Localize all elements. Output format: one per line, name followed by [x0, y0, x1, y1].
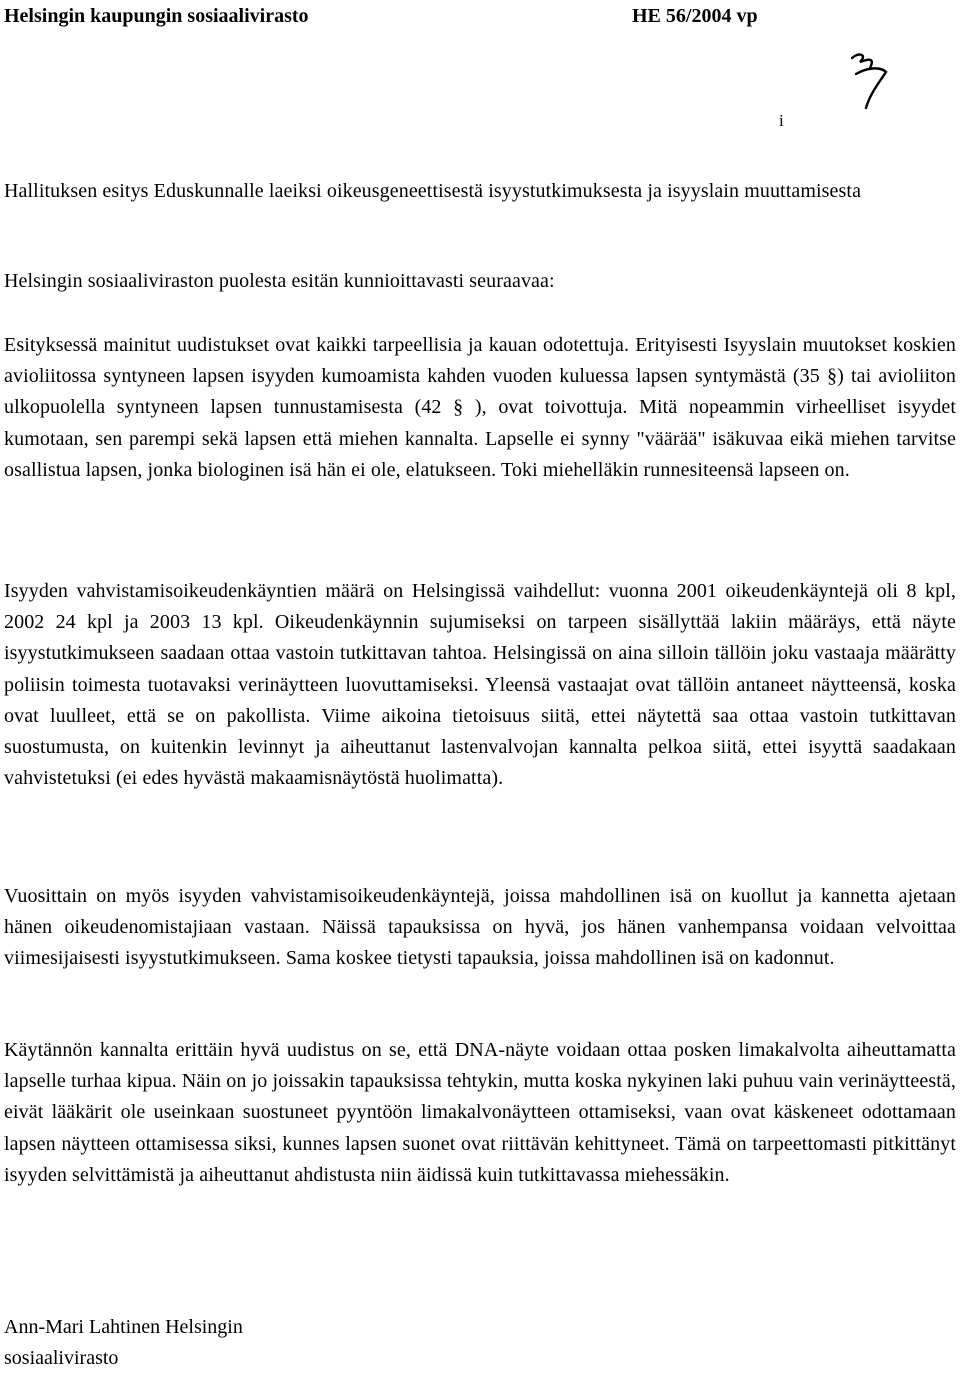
page-marker: i — [779, 111, 784, 130]
signature-organization: sosiaalivirasto — [4, 1347, 119, 1369]
header-organization: Helsingin kaupungin sosiaalivirasto — [4, 5, 309, 27]
signature-block — [4, 1312, 243, 1374]
intro-sentence: Helsingin sosiaaliviraston puolesta esitän kunnioittavasti seuraavaa: — [4, 270, 555, 292]
body-paragraph: Käytännön kannalta erittäin hyvä uudistus on se, että DNA-näyte voidaan ottaa posken limakalvolta aiheuttamatta lapselle turhaa kipua. Näin on jo joissakin tapauksissa tehtykin, mutta koska nykyinen laki puhuu vain verinäytteestä, eivät lääkärit ole useinkaan suostuneet pyyntöön limakalvonäytteen ottamiseksi, vaan ovat käskeneet odottamaan lapsen näytteen ottamisessa siksi, kunnes lapsen suonet ovat riittävän kehittyneet. Tämä on tarpeettomasti pitkittänyt isyyden selvittämistä ja aiheuttanut ahdistusta niin äidissä kuin tutkittavassa miehessäkin. — [4, 1039, 956, 1186]
header-document-number: HE 56/2004 vp — [632, 5, 758, 27]
signature-name: Ann-Mari Lahtinen Helsingin — [4, 1316, 243, 1338]
body-paragraph: Esityksessä mainitut uudistukset ovat kaikki tarpeellisia ja kauan odotettuja. Erityisesti Isyyslain muutokset koskien avioliitossa syntyneen lapsen isyyden kumoamista kahden vuoden kuluessa lapsen syntymästä (35 §) tai avioliiton ulkopuolella syntyneen lapsen tunnustamisesta (42 § ), ovat toivottuja. Mitä nopeammin virheelliset isyydet kumotaan, sen parempi sekä lapsen että miehen kannalta. Lapselle ei synny "väärää" isäkuvaa eikä miehen tarvitse osallistua lapsen, jonka biologinen isä hän ei ole, elatukseen. Toki miehelläkin runnesiteensä lapseen on. — [4, 334, 956, 481]
handwritten-number-mark — [846, 50, 890, 112]
body-paragraph: Vuosittain on myös isyyden vahvistamisoikeudenkäyntejä, joissa mahdollinen isä on kuollut ja kannetta ajetaan hänen oikeudenomistajiaan vastaan. Näissä tapauksissa on hyvä, jos hänen vanhempansa voidaan velvoittaa viimesijaisesti isyystutkimukseen. Sama koskee tietysti tapauksia, joissa mahdollinen isä on kadonnut. — [4, 885, 956, 970]
body-paragraph: Isyyden vahvistamisoikeudenkäyntien määrä on Helsingissä vaihdellut: vuonna 2001 oikeudenkäyntejä oli 8 kpl, 2002 24 kpl ja 2003 13 kpl. Oikeudenkäynnin sujumiseksi on tarpeen sisällyttää lakiin määräys, että näyte isyystutkimukseen saadaan ottaa vastoin tutkittavan tahtoa. Helsingissä on aina silloin tällöin joku vastaaja määrätty poliisin toimesta tuotavaksi verinäytteen luovuttamiseksi. Yleensä vastaajat ovat tällöin antaneet näytteensä, koska ovat luulleet, että se on pakollista. Viime aikoina tietoisuus siitä, ettei näytettä saa ottaa vastoin tutkittavan suostumusta, on kuitenkin levinnyt ja aiheuttanut lastenvalvojan kannalta pelkoa siitä, ettei isyyttä saadakaan vahvistetuksi (ei edes hyvästä makaamisnäytöstä huolimatta). — [4, 580, 956, 790]
document-title: Hallituksen esitys Eduskunnalle laeiksi oikeusgeneettisestä isyystutkimuksesta ja isyyslain muuttamisesta — [4, 180, 862, 202]
